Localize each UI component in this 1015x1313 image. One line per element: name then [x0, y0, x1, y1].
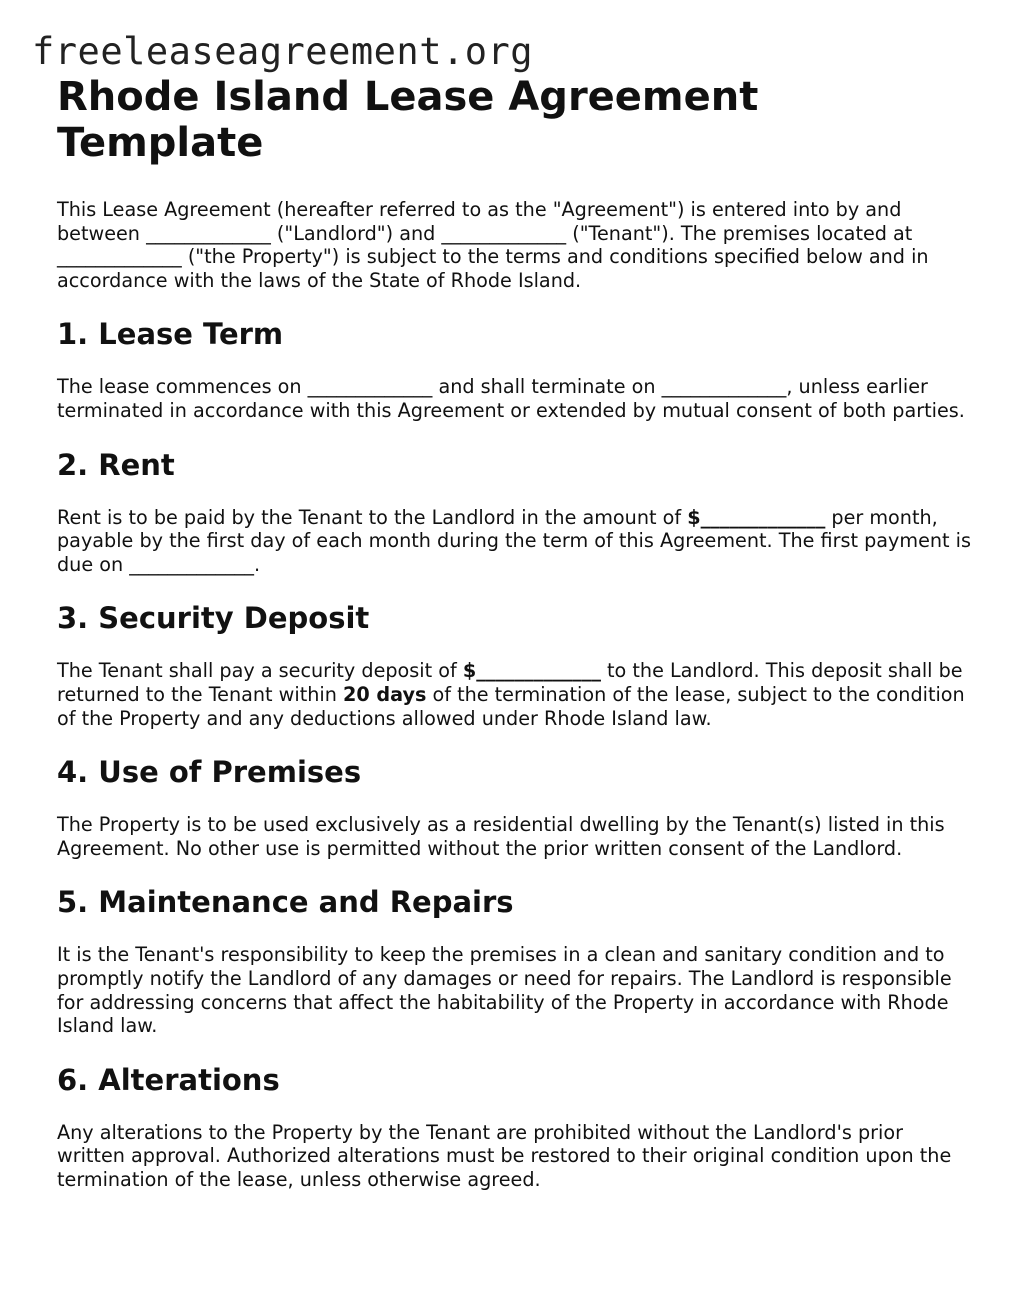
- section-heading-maintenance: 5. Maintenance and Repairs: [57, 885, 514, 920]
- tenant-name-blank: _____________: [441, 221, 567, 245]
- intro-paragraph: [57, 198, 977, 292]
- lease-term-text-1: The lease commences on: [57, 375, 308, 399]
- section-body-use-of-premises: The Property is to be used exclusively as a residential dwelling by the Tenant(s) listed in this Agreement. No other use is permitted without the prior written consent of the Landlord.: [57, 813, 945, 860]
- lease-document: [57, 74, 977, 1191]
- rent-text-1: Rent is to be paid by the Tenant to the Landlord in the amount of: [57, 505, 688, 529]
- section-use-of-premises: [57, 753, 977, 860]
- deposit-return-days: 20 days: [342, 682, 427, 706]
- lease-term-text-3: , unless earlier terminated in accordance with this Agreement or extended by mutual consent of both parties.: [57, 375, 965, 422]
- section-body-lease-term: [57, 375, 977, 422]
- document-title: Rhode Island Lease Agreement Template: [57, 74, 759, 166]
- deposit-amount-blank: $_____________: [462, 659, 601, 683]
- section-heading-security-deposit: 3. Security Deposit: [57, 601, 370, 636]
- section-rent: [57, 446, 977, 577]
- section-maintenance: [57, 883, 977, 1037]
- section-alterations: [57, 1061, 977, 1192]
- section-heading-rent: 2. Rent: [57, 447, 175, 482]
- rent-text-2: per month, payable by the first day of each month during the term of this Agreement. The first payment is due on: [57, 505, 972, 576]
- deposit-text-1: The Tenant shall pay a security deposit of: [57, 659, 463, 683]
- intro-text-3: ("Tenant"). The premises located at: [566, 221, 913, 245]
- site-watermark: freeleaseagreement.org: [32, 30, 534, 73]
- rent-amount-blank: $_____________: [687, 505, 826, 529]
- deposit-text-3: of the termination of the lease, subject to the condition of the Property and any deductions allowed under Rhode Island law.: [57, 682, 965, 730]
- deposit-text-2: to the Landlord. This deposit shall be returned to the Tenant within: [57, 659, 963, 706]
- lease-start-date-blank: _____________: [307, 375, 433, 399]
- intro-text-1: This Lease Agreement (hereafter referred to as the "Agreement") is entered into by and between: [57, 198, 902, 245]
- section-body-security-deposit: [57, 659, 977, 730]
- lease-end-date-blank: _____________: [661, 375, 787, 399]
- first-payment-date-blank: _____________: [129, 552, 254, 576]
- section-body-maintenance: It is the Tenant's responsibility to keep the premises in a clean and sanitary condition and to promptly notify the Landlord of any damages or need for repairs. The Landlord is responsible for addressing concerns that affect the habitability of the Property in accordance with Rhode Island law.: [57, 943, 952, 1038]
- intro-text-2: ("Landlord") and: [270, 221, 442, 245]
- section-heading-alterations: 6. Alterations: [57, 1062, 280, 1097]
- intro-text-4: ("the Property") is subject to the terms and conditions specified below and in accordance with the laws of the State of Rhode Island.: [57, 245, 929, 292]
- rent-text-3: .: [253, 552, 261, 576]
- section-heading-use-of-premises: 4. Use of Premises: [57, 755, 362, 790]
- section-body-alterations: Any alterations to the Property by the Tenant are prohibited without the Landlord's prior written approval. Authorized alterations must be restored to their original condition upon the termination of the lease, unless otherwise agreed.: [57, 1120, 952, 1191]
- section-body-rent: [57, 506, 977, 577]
- section-heading-lease-term: 1. Lease Term: [57, 317, 284, 352]
- landlord-name-blank: _____________: [146, 221, 271, 245]
- property-address-blank: _____________: [57, 245, 182, 269]
- lease-term-text-2: and shall terminate on: [432, 375, 662, 399]
- section-security-deposit: [57, 599, 977, 730]
- section-lease-term: [57, 315, 977, 422]
